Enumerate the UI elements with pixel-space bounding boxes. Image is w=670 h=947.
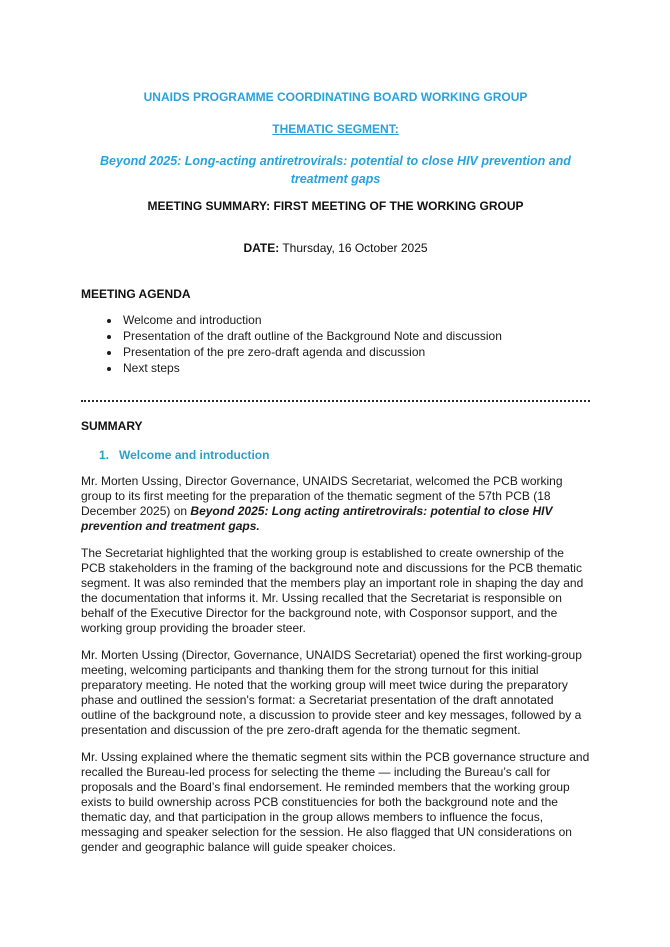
meeting-summary-title: MEETING SUMMARY: FIRST MEETING OF THE WORKING GROUP [147, 199, 524, 213]
paragraph-1-emphasis: Beyond 2025: Long acting antiretrovirals: potential to close HIV prevention and treatment gaps. [81, 504, 553, 533]
doc-title: UNAIDS PROGRAMME COORDINATING BOARD WORKING GROUP [143, 90, 528, 104]
section-number: 1. [99, 448, 110, 462]
paragraph-4: Mr. Ussing explained where the thematic segment sits within the PCB governance structure and recalled the Bureau-led process for selecting the theme — including the Bureau’s call for proposals and the Board’s final endorsement. He reminded members that the working group exists to build ownership across PCB constituencies for both the background note and the thematic day, and that participation in the group allows members to influence the focus, messaging and speaker selection for the session. He also flagged that UN considerations on gender and geographic balance will guide speaker choices. [81, 750, 590, 854]
summary-heading: SUMMARY [81, 419, 143, 433]
doc-subtitle: THEMATIC SEGMENT: [272, 122, 399, 136]
agenda-item: • Welcome and introduction [121, 312, 590, 328]
paragraph-1 [81, 474, 590, 534]
date-value: Thursday, 16 October 2025 [282, 241, 428, 255]
date-line [81, 241, 590, 255]
date-label: DATE: [243, 241, 280, 255]
thematic-segment-title: Beyond 2025: Long-acting antiretrovirals: potential to close HIV prevention and treatment gaps [100, 154, 571, 186]
section-1-heading [99, 448, 590, 462]
paragraph-2: The Secretariat highlighted that the working group is established to create ownership of the PCB stakeholders in the framing of the background note and discussions for the PCB thematic segment. It was also reminded that the members play an important role in shaping the day and the documentation that informs it. Mr. Ussing recalled that the Secretariat is responsible on behalf of the Executive Director for the background note, with Cosponsor support, and the working group providing the broader steer. [81, 546, 584, 635]
agenda-item: • Presentation of the draft outline of the Background Note and discussion [121, 328, 590, 344]
dotted-divider [81, 400, 590, 402]
section-title: Welcome and introduction [119, 448, 270, 462]
agenda-item: • Next steps [121, 360, 590, 376]
agenda-item: • Presentation of the pre zero-draft agenda and discussion [121, 344, 590, 360]
doc-subtitle-line [81, 122, 590, 136]
paragraph-3: Mr. Morten Ussing (Director, Governance, UNAIDS Secretariat) opened the first working-group meeting, welcoming participants and thanking them for the strong turnout for this initial preparatory meeting. He noted that the working group will meet twice during the preparatory phase and outlined the session's format: a Secretariat presentation of the draft annotated outline of the background note, a discussion to provide steer and key messages, followed by a presentation and discussion of the pre zero-draft agenda for the thematic segment. [81, 648, 582, 737]
paragraph-1-text: Mr. Morten Ussing, Director Governance, UNAIDS Secretariat, welcomed the PCB working group to its first meeting for the preparation of the thematic segment of the 57th PCB (18 December 2025) on [81, 474, 563, 518]
agenda-list [81, 312, 590, 376]
agenda-heading: MEETING AGENDA [81, 287, 191, 301]
